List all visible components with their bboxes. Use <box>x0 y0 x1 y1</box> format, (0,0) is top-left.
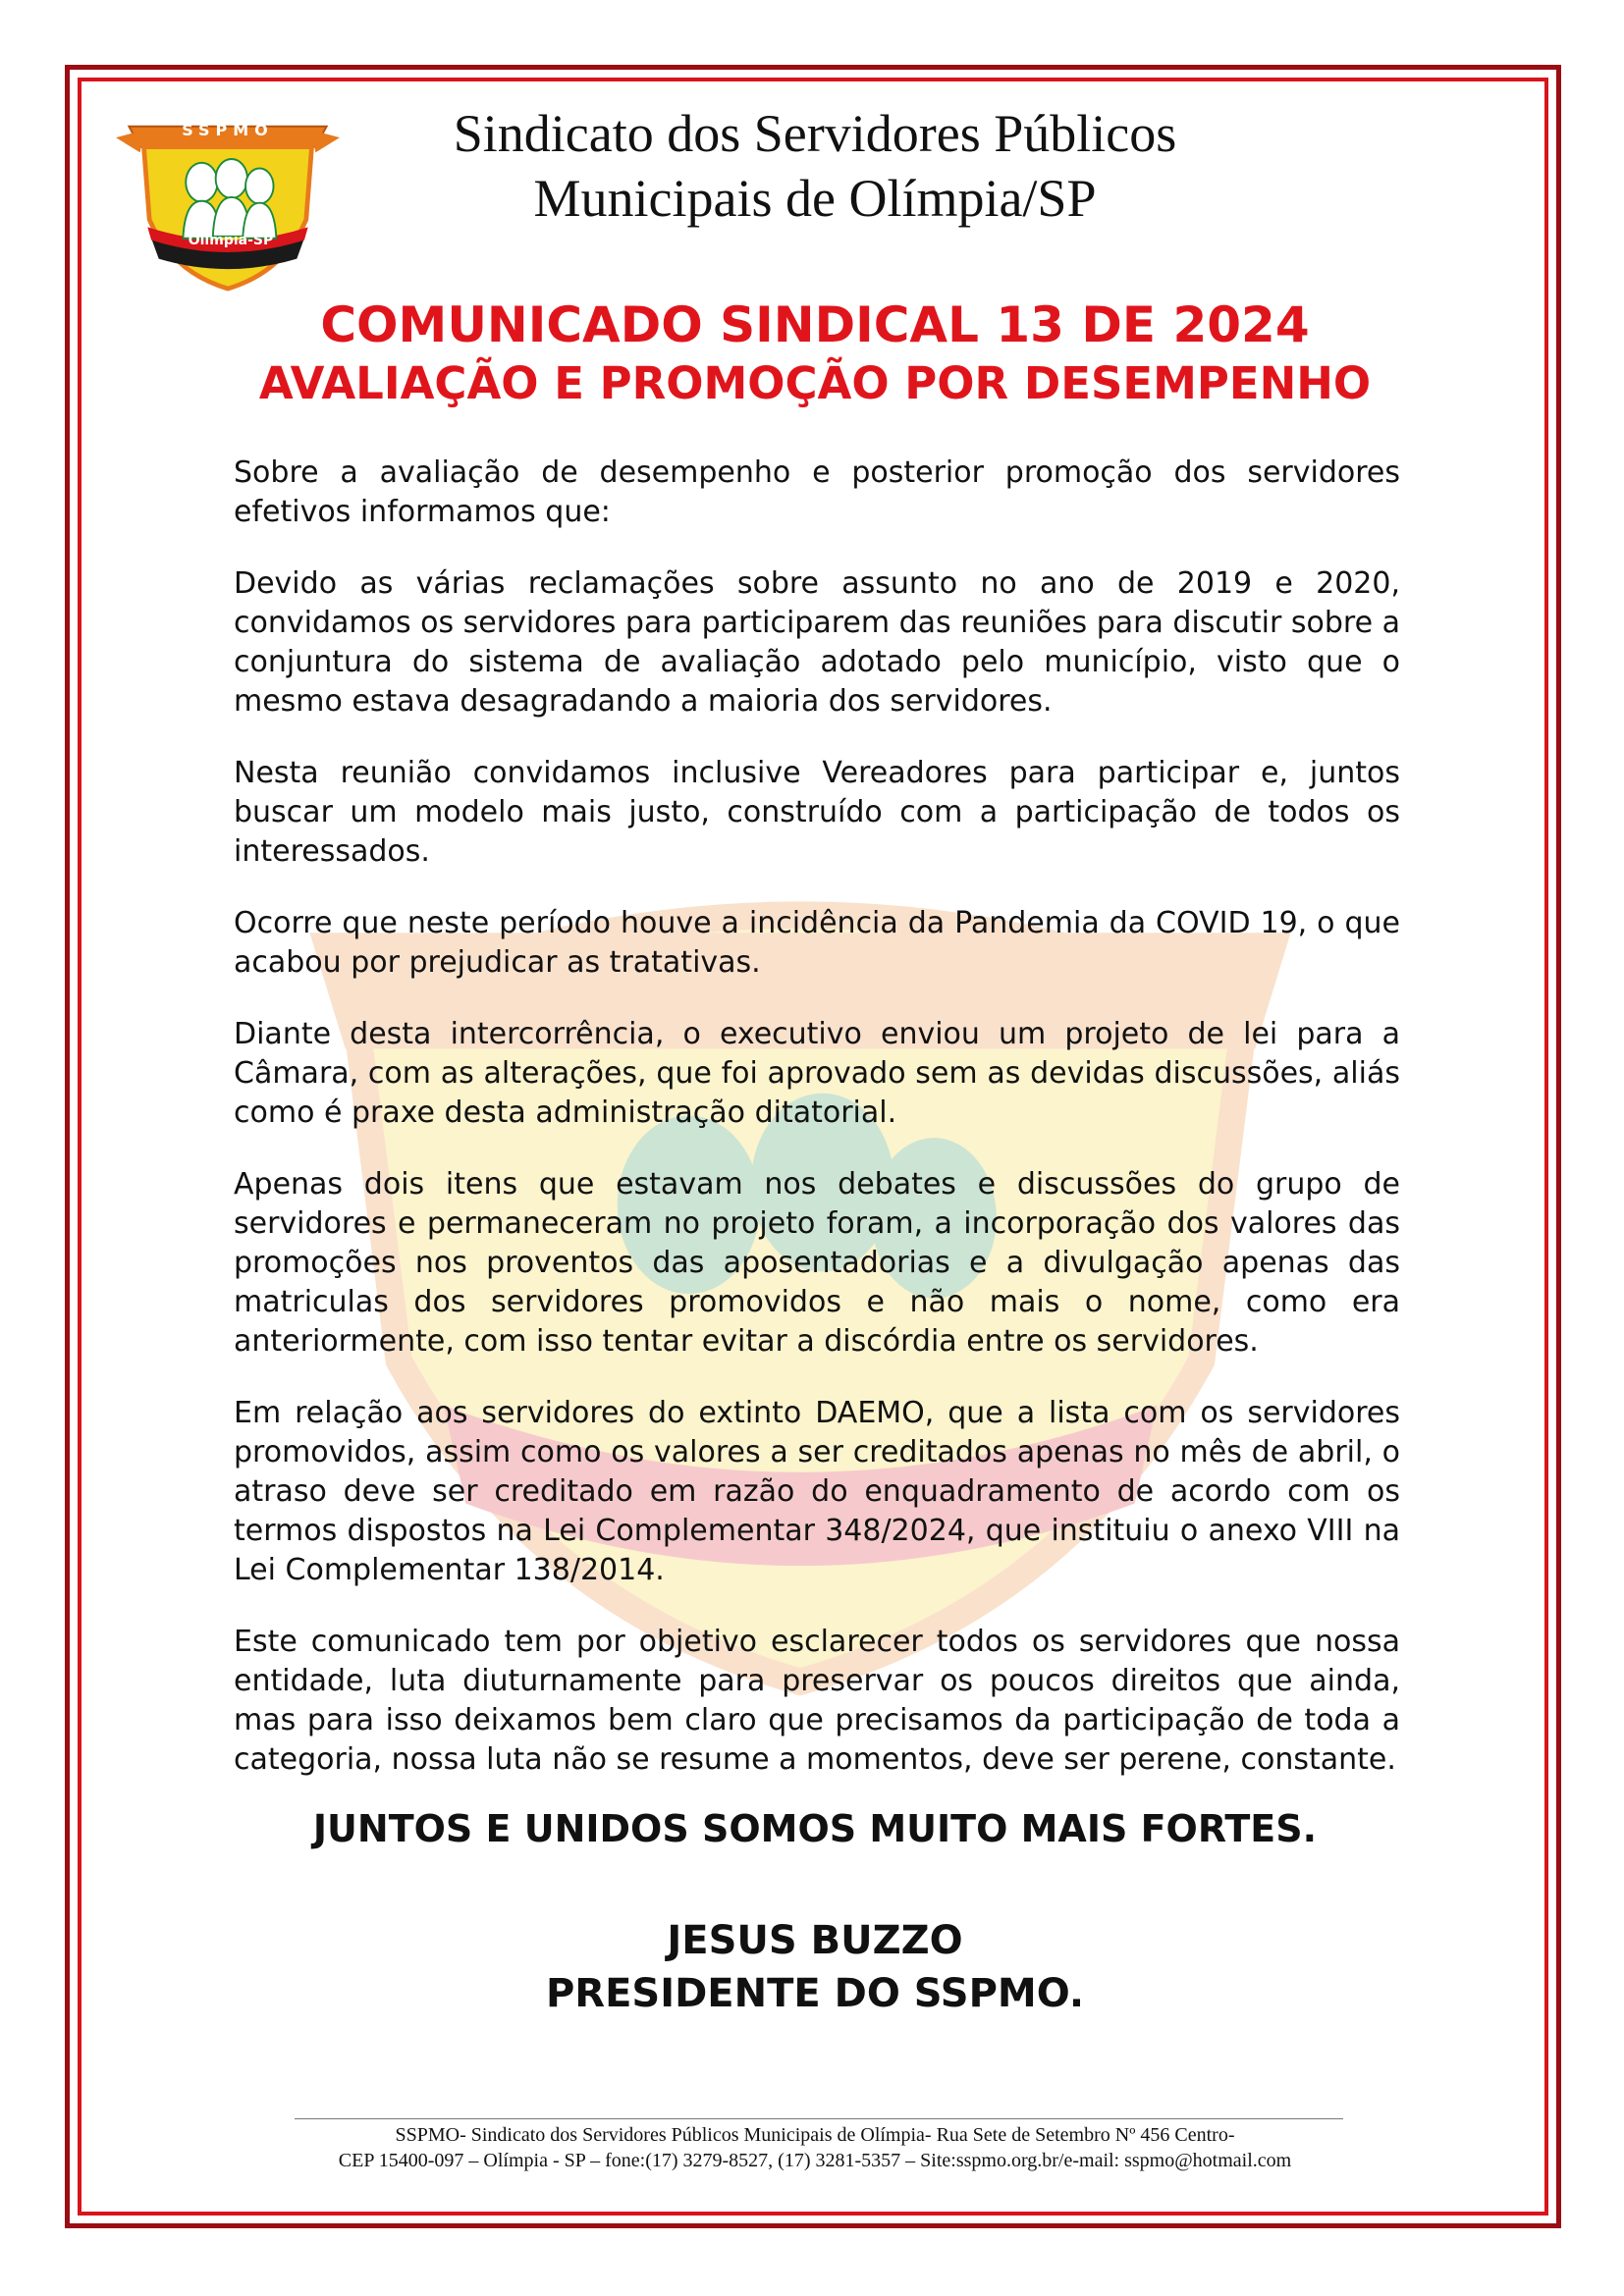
document-subtitle: AVALIAÇÃO E PROMOÇÃO POR DESEMPENHO <box>258 357 1372 409</box>
organization-name-line2: Municipais de Olímpia/SP <box>533 169 1097 228</box>
footer-line2: CEP 15400-097 – Olímpia - SP – fone:(17) 3279-8527, (17) 3281-5357 – Site:sspmo.org.br/e-mail: sspmo@hotmail.com <box>338 2150 1292 2171</box>
organization-name-line1: Sindicato dos Servidores Públicos <box>453 104 1177 163</box>
body-paragraph: Ocorre que neste período houve a incidência da Pandemia da COVID 19, o que acabou por prejudicar as tratativas. <box>234 906 1400 980</box>
footer-divider <box>295 2118 1343 2119</box>
body-paragraph: Devido as várias reclamações sobre assunto no ano de 2019 e 2020, convidamos os servidores para participarem das reuniões para discutir sobre a conjuntura do sistema de avaliação adotado pelo município, visto que o mesmo estava desagradando a maioria dos servidores. <box>234 566 1400 719</box>
signature-block <box>157 1914 1473 2020</box>
body-paragraph: Este comunicado tem por objetivo esclarecer todos os servidores que nossa entidade, luta diuturnamente para preservar os poucos direitos que ainda, mas para isso deixamos bem claro que precisamos da participação de toda a categoria, nossa luta não se resume a momentos, deve ser perene, constante. <box>234 1625 1400 1777</box>
document-title <box>157 294 1473 412</box>
organization-name <box>393 101 1237 231</box>
signatory-role: PRESIDENTE DO SSPMO. <box>545 1971 1085 2016</box>
closing-slogan: JUNTOS E UNIDOS SOMOS MUITO MAIS FORTES. <box>312 1807 1318 1850</box>
footer-contact <box>226 2122 1404 2173</box>
signatory-name: JESUS BUZZO <box>667 1918 963 1963</box>
body-paragraph: Apenas dois itens que estavam nos debates e discussões do grupo de servidores e permaneceram no projeto foram, a incorporação dos valores das promoções nos proventos das aposentadorias e a divulgação apenas das matriculas dos servidores promovidos e não mais o nome, como era anteriormente, com isso tentar evitar a discórdia entre os servidores. <box>234 1167 1400 1359</box>
logo-bottom-text: Olimpia-SP <box>188 233 274 248</box>
document-title-line1: COMUNICADO SINDICAL 13 DE 2024 <box>320 296 1310 353</box>
body-paragraph: Sobre a avaliação de desempenho e posterior promoção dos servidores efetivos informamos que: <box>234 455 1400 529</box>
body-paragraph: Em relação aos servidores do extinto DAEMO, que a lista com os servidores promovidos, assim como os valores a ser creditados apenas no mês de abril, o atraso deve ser creditado em razão do enquadramento de acordo com os termos dispostos na Lei Complementar 348/2024, que instituiu o anexo VIII na Lei Complementar 138/2014. <box>234 1396 1400 1587</box>
body-paragraph: Diante desta intercorrência, o executivo enviou um projeto de lei para a Câmara, com as alterações, que foi aprovado sem as devidas discussões, aliás como é praxe desta administração ditatorial. <box>234 1017 1400 1130</box>
logo-top-text: SSPMO <box>182 121 274 139</box>
body-paragraph: Nesta reunião convidamos inclusive Vereadores para participar e, juntos buscar um modelo mais justo, construído com a participação de todos os interessados. <box>234 756 1400 869</box>
document-body <box>234 454 1400 1812</box>
footer-line1: SSPMO- Sindicato dos Servidores Públicos Municipais de Olímpia- Rua Sete de Setembro Nº 456 Centro- <box>395 2124 1235 2146</box>
